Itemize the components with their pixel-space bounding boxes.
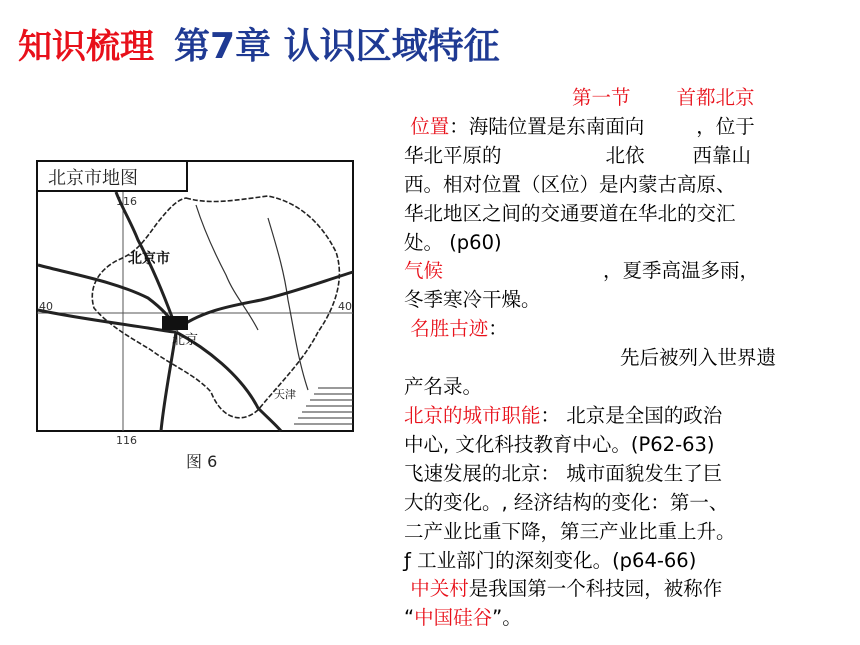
location-line-3: 西。相对位置（区位）是内蒙古高原、	[404, 172, 736, 196]
silicon-valley-label: 中国硅谷	[414, 606, 493, 630]
lon-label-top: 116	[116, 195, 137, 208]
beijing-map	[36, 160, 356, 490]
sites-line-1: 名胜古迹：	[410, 317, 508, 341]
climate-label: 气候	[404, 259, 444, 283]
location-label: 位置	[410, 114, 450, 138]
function-label: 北京的城市职能	[404, 403, 541, 427]
chapter-title: 第7章 认识区域特征	[174, 26, 500, 67]
map-label-beijing: 北京	[172, 333, 199, 348]
development-line-1: 飞速发展的北京： 城市面貌发生了巨	[404, 461, 723, 485]
slide-title	[18, 18, 500, 69]
development-line-4: ƒ 工业部门的深刻变化。(p64-66)	[404, 548, 697, 572]
silicon-valley-line: “中国硅谷”。	[404, 606, 522, 630]
location-line-4: 华北地区之间的交通要道在华北的交汇	[404, 201, 736, 225]
function-line-1: 北京的城市职能： 北京是全国的政治	[404, 403, 723, 427]
zhongguancun-label: 中关村	[410, 577, 469, 601]
development-line-2: 大的变化。, 经济结构的变化：第一、	[404, 490, 729, 514]
lon-label-bottom: 116	[116, 434, 137, 447]
content-text	[404, 84, 824, 633]
sites-line-3: 产名录。	[404, 375, 483, 399]
climate-line-1: 气候 ，夏季高温多雨，	[404, 259, 760, 283]
climate-line-2: 冬季寒冷干燥。	[404, 288, 541, 312]
zhongguancun-line: 中关村是我国第一个科技园，被称作	[410, 577, 723, 601]
section-name: 首都北京	[676, 86, 755, 109]
lat-label-left: 40	[39, 300, 53, 313]
map-caption: 图 6	[186, 452, 218, 471]
location-line-5: 处。 (p60)	[404, 230, 502, 254]
location-line-2: 华北平原的 北依 西靠山	[404, 143, 752, 167]
function-line-2: 中心, 文化科技教育中心。(P62-63)	[404, 432, 715, 456]
sites-label: 名胜古迹	[410, 317, 489, 341]
map-title: 北京市地图	[48, 168, 138, 189]
map-frame	[37, 161, 353, 431]
map-label-tianjin: 天津	[274, 388, 296, 401]
location-line-1: 位置：海陆位置是东南面向 ，位于	[410, 114, 755, 138]
development-line-3: 二产业比重下降，第三产业比重上升。	[404, 519, 736, 543]
beijing-city-area	[162, 316, 188, 330]
sites-line-2: 先后被列入世界遗	[620, 346, 777, 370]
section-label: 知识梳理	[18, 27, 154, 67]
section-number: 第一节	[572, 86, 631, 109]
lat-label-right: 40	[338, 300, 352, 313]
map-label-beijing-shi: 北京市	[128, 251, 170, 267]
section-heading	[404, 84, 824, 113]
